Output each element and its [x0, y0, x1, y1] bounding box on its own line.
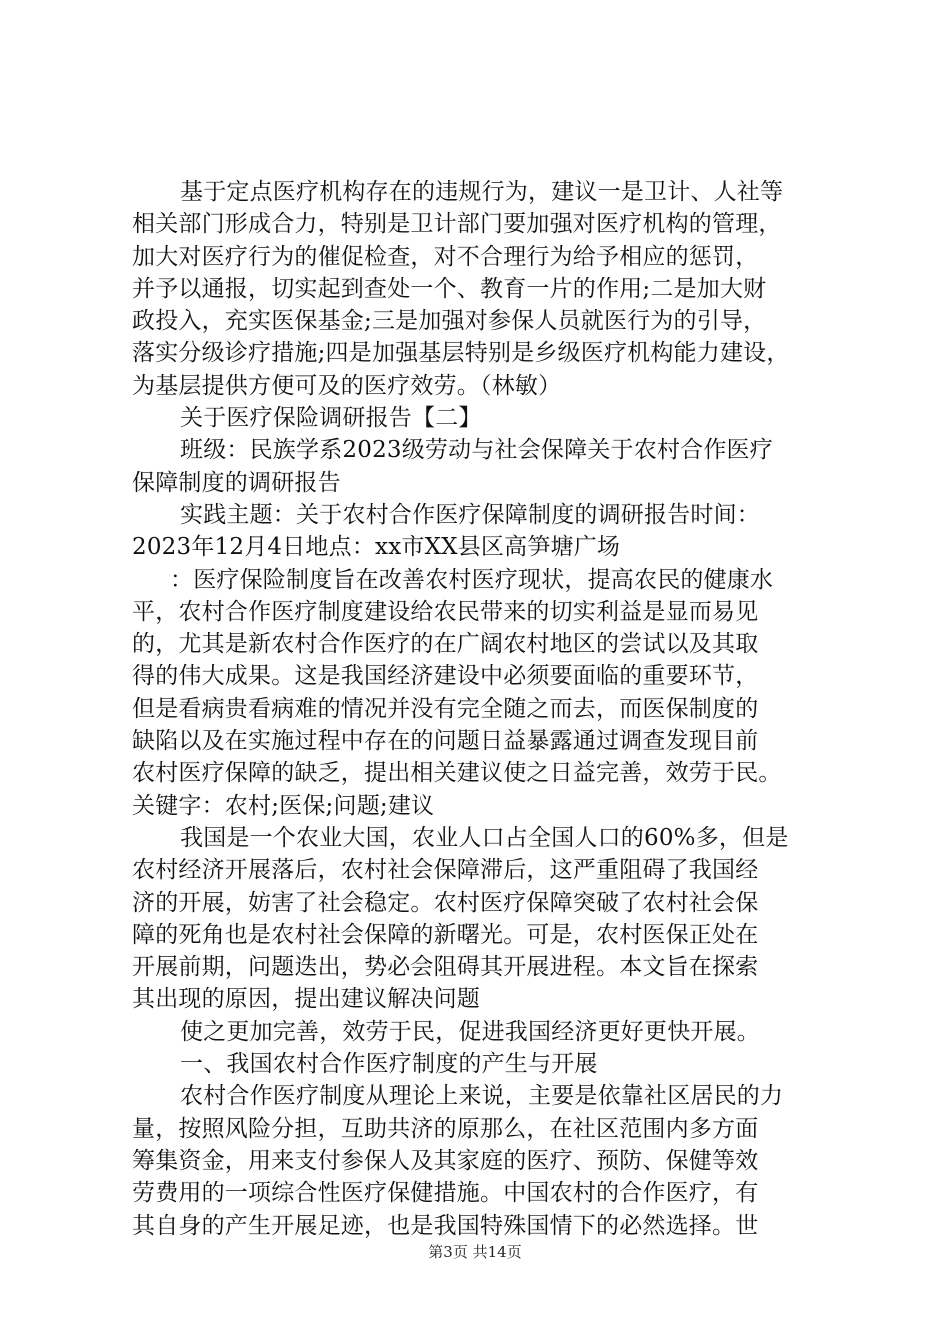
text-line: 但是看病贵看病难的情况并没有完全随之而去，而医保制度的 — [132, 695, 759, 722]
text-line: 一、我国农村合作医疗制度的产生与开展 — [180, 1051, 598, 1078]
text-line: 农村合作医疗制度从理论上来说，主要是依靠社区居民的力 — [180, 1083, 784, 1110]
text-line: 加大对医疗行为的催促检查，对不合理行为给予相应的惩罚， — [132, 243, 759, 270]
text-line: 使之更加完善，效劳于民，促进我国经济更好更快开展。 — [180, 1018, 760, 1045]
text-line: 关键字：农村;医保;问题;建议 — [132, 792, 435, 819]
text-line: 政投入，充实医保基金;三是加强对参保人员就医行为的引导， — [132, 308, 767, 335]
text-line: 济的开展，妨害了社会稳定。农村医疗保障突破了农村社会保 — [132, 889, 759, 916]
text-line: 我国是一个农业大国，农业人口占全国人口的60%多，但是 — [180, 824, 789, 851]
text-line: 缺陷以及在实施过程中存在的问题日益暴露通过调查发现目前 — [132, 728, 759, 755]
text-line: 关于医疗保险调研报告【二】 — [180, 405, 482, 432]
text-line: 农村医疗保障的缺乏，提出相关建议使之日益完善，效劳于民。 — [132, 760, 782, 787]
document-body — [132, 176, 832, 1242]
text-line: 的，尤其是新农村合作医疗的在广阔农村地区的尝试以及其取 — [132, 631, 759, 658]
text-line: 农村经济开展落后，农村社会保障滞后，这严重阻碍了我国经 — [132, 857, 759, 884]
text-line: 筹集资金，用来支付参保人及其家庭的医疗、预防、保健等效 — [132, 1147, 759, 1174]
text-line: 班级：民族学系2023级劳动与社会保障关于农村合作医疗 — [180, 437, 773, 464]
text-line: 基于定点医疗机构存在的违规行为，建议一是卫计、人社等 — [180, 179, 784, 205]
text-line: 为基层提供方便可及的医疗效劳。（林敏） — [132, 372, 562, 399]
page-footer: 第3页 共14页 — [428, 1243, 522, 1261]
text-line: 其自身的产生开展足迹，也是我国特殊国情下的必然选择。世 — [132, 1212, 759, 1239]
text-line: 障的死角也是农村社会保障的新曙光。可是，农村医保正处在 — [132, 921, 759, 948]
text-line: 量，按照风险分担，互助共济的原那么，在社区范围内多方面 — [132, 1115, 759, 1142]
text-line: 落实分级诊疗措施;四是加强基层特别是乡级医疗机构能力建设， — [132, 340, 790, 367]
text-line: 保障制度的调研报告 — [132, 469, 341, 496]
text-line: 劳费用的一项综合性医疗保健措施。中国农村的合作医疗，有 — [132, 1180, 759, 1207]
text-line: 开展前期，问题迭出，势必会阻碍其开展进程。本文旨在探索 — [132, 954, 759, 981]
text-line: 平，农村合作医疗制度建设给农民带来的切实利益是显而易见 — [132, 598, 759, 625]
text-line: 2023年12月4日地点：xx市XX县区高笋塘广场 — [132, 534, 621, 561]
text-line: ：医疗保险制度旨在改善农村医疗现状，提高农民的健康水 — [170, 566, 774, 593]
text-line: 得的伟大成果。这是我国经济建设中必须要面临的重要环节， — [132, 663, 759, 690]
text-line: 其出现的原因，提出建议解决问题 — [132, 986, 480, 1013]
text-line: 相关部门形成合力，特别是卫计部门要加强对医疗机构的管理， — [132, 211, 782, 238]
text-line: 并予以通报，切实起到查处一个、教育一片的作用;二是加大财 — [132, 275, 767, 302]
text-line: 实践主题：关于农村合作医疗保障制度的调研报告时间： — [180, 501, 760, 528]
